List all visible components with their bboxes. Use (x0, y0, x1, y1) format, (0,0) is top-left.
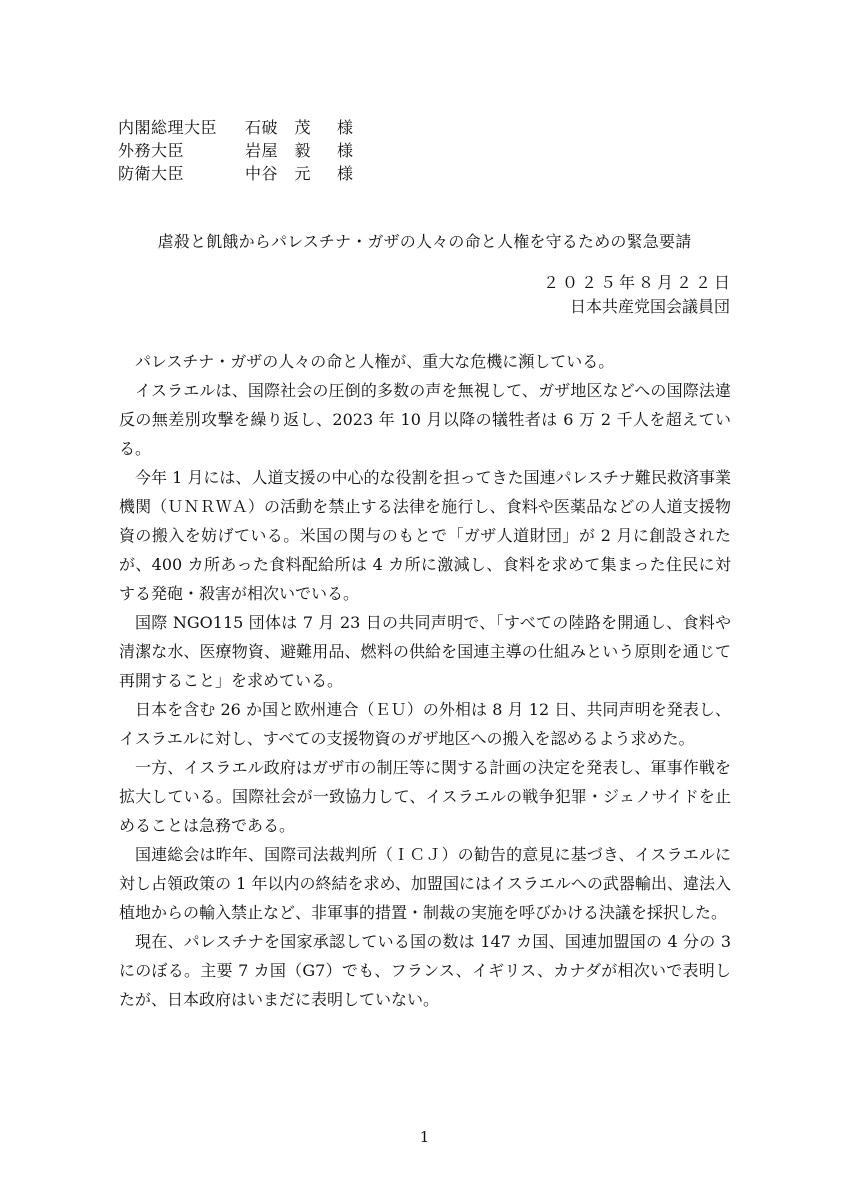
addressee-row (118, 139, 353, 162)
document-body (119, 347, 731, 1014)
addressee-block (118, 116, 353, 185)
body-paragraph: 一方、イスラエル政府はガザ市の制圧等に関する計画の決定を発表し、軍事作戦を拡大している。国際社会が一致協力して、イスラエルの戦争犯罪・ジェノサイドを止めることは急務である。 (119, 758, 731, 835)
addressee-name: 中谷 元 (245, 164, 312, 183)
body-paragraph: パレスチナ・ガザの人々の命と人権が、重大な危機に瀕している。 (135, 352, 615, 371)
body-paragraph: イスラエルは、国際社会の圧倒的多数の声を無視して、ガザ地区などへの国際法違反の無差別攻撃を繰り返し、2023 年 10 月以降の犠牲者は 6 万 2 千人を超えている。 (119, 381, 731, 458)
addressee-row (118, 116, 353, 139)
date-author-block (542, 271, 733, 319)
body-paragraph: 国連総会は昨年、国際司法裁判所（ＩＣＪ）の勧告的意見に基づき、イスラエルに対し占領政策の 1 年以内の終結を求め、加盟国にはイスラエルへの武器輸出、違法入植地からの輸入禁止など、非軍事的措置・制裁の実施を呼びかける決議を採択した。 (119, 845, 731, 922)
document-date: ２０２５年８月２２日 (542, 273, 733, 292)
body-paragraph: 今年 1 月には、人道支援の中心的な役割を担ってきた国連パレスチナ難民救済事業機関（ＵＮＲＷＡ）の活動を禁止する法律を施行し、食料や医薬品などの人道支援物資の搬入を妨げている。米国の関与のもとで「ガザ人道財団」が 2 月に創設されたが、400 カ所あった食料配給所は 4 カ所に激減し、食料を求めて集まった住民に対する発砲・殺害が相次いでいる。 (119, 468, 731, 603)
body-paragraph: 日本を含む 26 か国と欧州連合（ＥＵ）の外相は 8 月 12 日、共同声明を発表し、イスラエルに対し、すべての支援物資のガザ地区への搬入を認めるよう求めた。 (119, 700, 731, 748)
body-paragraph: 現在、パレスチナを国家承認している国の数は 147 カ国、国連加盟国の 4 分の 3 にのぼる。主要 7 カ国（G7）でも、フランス、イギリス、カナダが相次いで表明したが、日本政府はいまだに表明していない。 (119, 932, 731, 1009)
addressee-name: 石破 茂 (245, 118, 312, 137)
document-title: 虐殺と飢餓からパレスチナ・ガザの人々の命と人権を守るための緊急要請 (157, 232, 692, 251)
addressee-role: 外務大臣 (118, 141, 185, 160)
body-paragraph: 国際 NGO115 団体は 7 月 23 日の共同声明で、「すべての陸路を開通し、食料や清潔な水、医療物資、避難用品、燃料の供給を国連主導の仕組みという原則を通じて再開すること」を求めている。 (119, 613, 731, 690)
addressee-role: 内閣総理大臣 (118, 118, 218, 137)
document-author: 日本共産党国会議員団 (569, 297, 730, 316)
addressee-honorific: 様 (337, 164, 354, 183)
page-number: 1 (419, 1128, 430, 1146)
addressee-honorific: 様 (337, 141, 354, 160)
addressee-row (118, 162, 353, 185)
addressee-role: 防衛大臣 (118, 164, 185, 183)
addressee-honorific: 様 (337, 118, 354, 137)
addressee-name: 岩屋 毅 (245, 141, 312, 160)
